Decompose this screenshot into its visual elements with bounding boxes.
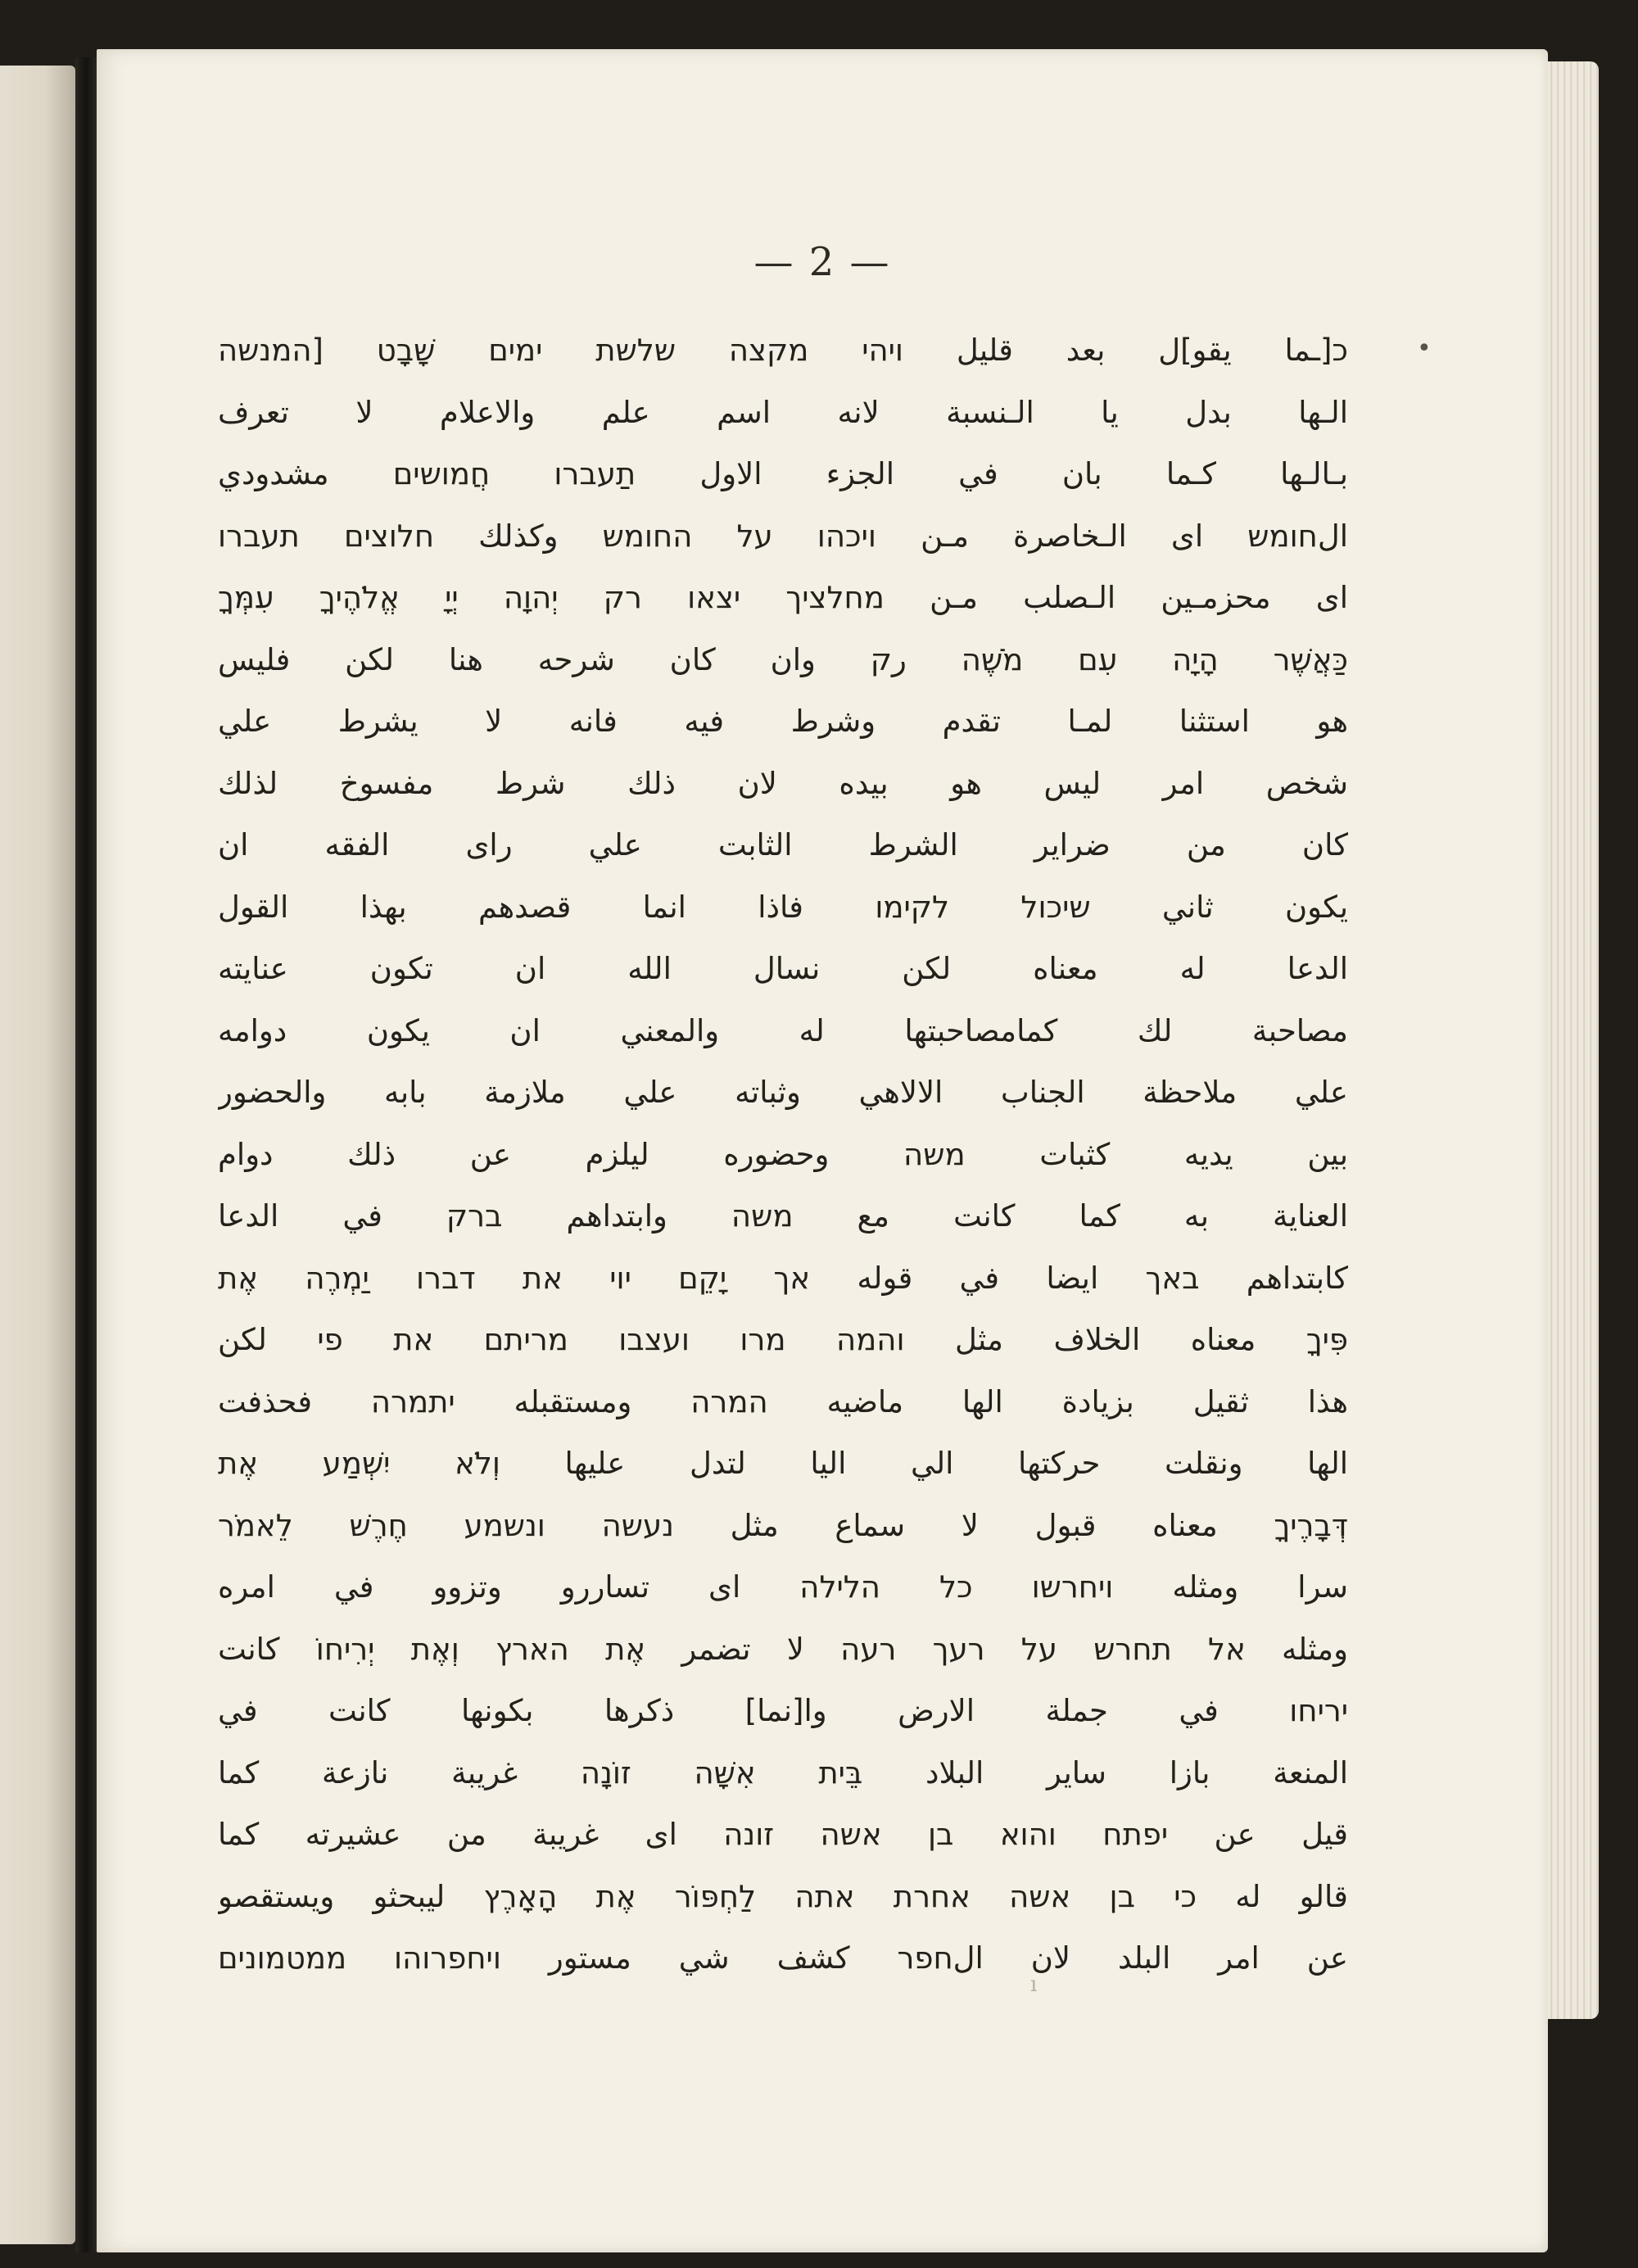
page-block-edges [1540, 61, 1599, 2019]
page-number: — 2 — [753, 239, 891, 285]
text-line: قيل عن יפתח והוא בן אשה זונה اى غريبة من عشيرته كما [218, 1817, 1348, 1852]
text-line: بين يديه كثبات משה وحضوره ليلزم عن ذلك دوام [218, 1136, 1348, 1172]
text-line: الها ونقلت حركتها الي اليا لتدل عليها וְלֹא יִשְׁמַע אֶת [218, 1446, 1348, 1481]
text-line: الחומש اى الـخاصرة مـن ויכהו על החומש وكذلك חלוצים תעברו [218, 518, 1348, 554]
text-line: פִּיךָ معناه الخلاف مثل והמה מרו ועצבו מריתם את פי لكن [218, 1322, 1348, 1357]
book-gutter [75, 57, 97, 2252]
text-line: يكون ثاني שיכול לקימו فاذا انما قصدهم بهذا القول [218, 889, 1348, 925]
text-line: سرا ومثله ויחרשו כל הלילה اى تساررو وتزوو في امره [218, 1569, 1348, 1605]
margin-mark: • [1417, 334, 1432, 363]
text-line: قالو له כי בן אשה אחרת אתה לַחְפּוֹר אֶת הָאָרֶץ ليبحثو ويستقصو [218, 1878, 1348, 1914]
text-line: الدعا له معناه لكن نسال الله ان تكون عنايته [218, 951, 1348, 986]
text-line: كان من ضراير الشرط الثابت علي راى الفقه ان [218, 827, 1348, 862]
text-line: العناية به كما كانت مع משה وابتداهم ברק في الدعا [218, 1198, 1348, 1234]
text-line: اى محزمـين الـصلب مـن מחלציך יצאו רק יְהוָה יְיָ אֱלֹהֶיךָ עִמְּךָ [218, 580, 1348, 615]
judeo-arabic-text-block [218, 319, 1348, 1990]
faint-bottom-mark: ı [1030, 1972, 1038, 1997]
text-line: هذا ثقيل بزيادة الها ماضيه המרה ومستقبله יתמרה فحذفت [218, 1383, 1348, 1419]
text-line: علي ملاحظة الجناب الالاهي وثباته علي ملازمة بابه والحضور [218, 1075, 1348, 1110]
text-line: المنعة بازا ساير البلاد בֵּית אִשָּׁה זוֹנָה غريبة نازعة كما [218, 1754, 1348, 1790]
text-line: كابتداهم באך ايضا في قوله אך יָקֵם יוי את דברו יַמְרֶה אֶת [218, 1260, 1348, 1296]
text-line: عن امر البلد لان الחפר كشف شي مستور ויחפרוהו ממטמונים [218, 1940, 1348, 1976]
text-line: דְּבָרֶיךָ معناه قبول لا سماع مثل נעשה ונשמע חֶרֶשׁ לֵאמֹר [218, 1507, 1348, 1543]
text-line: כַּאֲשֶׁר הָיָה עִם מֹשֶׁה رק وان كان شرحه هنا لكن فليس [218, 641, 1348, 677]
text-line: כ[ـما يقو]ل بعد قليل ויהי מקצה שלשת ימים שָׁבָט [המנשה [218, 333, 1348, 368]
text-line: الـها بدل يا الـنسبة لانه اسم علم والاعلام لا تعرف [218, 394, 1348, 430]
text-line: بـالـها كـما بان في الجزء الاول תַעברו חֲמושים مشدودي [218, 456, 1348, 491]
text-line: יריחו في جملة الارض وا[نما] ذكرها بكونها كانت في [218, 1693, 1348, 1728]
text-line: شخص امر ليس هو بيده لان ذلك شرط مفسوخ لذلك [218, 765, 1348, 801]
text-line: ومثله אל תחרש על רעך רעה لا تضمر אֶת הארץ וְאֶת יְרִיחוֹ كانت [218, 1631, 1348, 1667]
book-page [97, 49, 1548, 2252]
facing-page-edge [0, 66, 75, 2244]
text-line: مصاحبة لك كمامصاحبتها له والمعني ان يكون دوامه [218, 1012, 1348, 1048]
text-line: هو استثنا لمـا تقدم وشرط فيه فانه لا يشرط علي [218, 704, 1348, 739]
